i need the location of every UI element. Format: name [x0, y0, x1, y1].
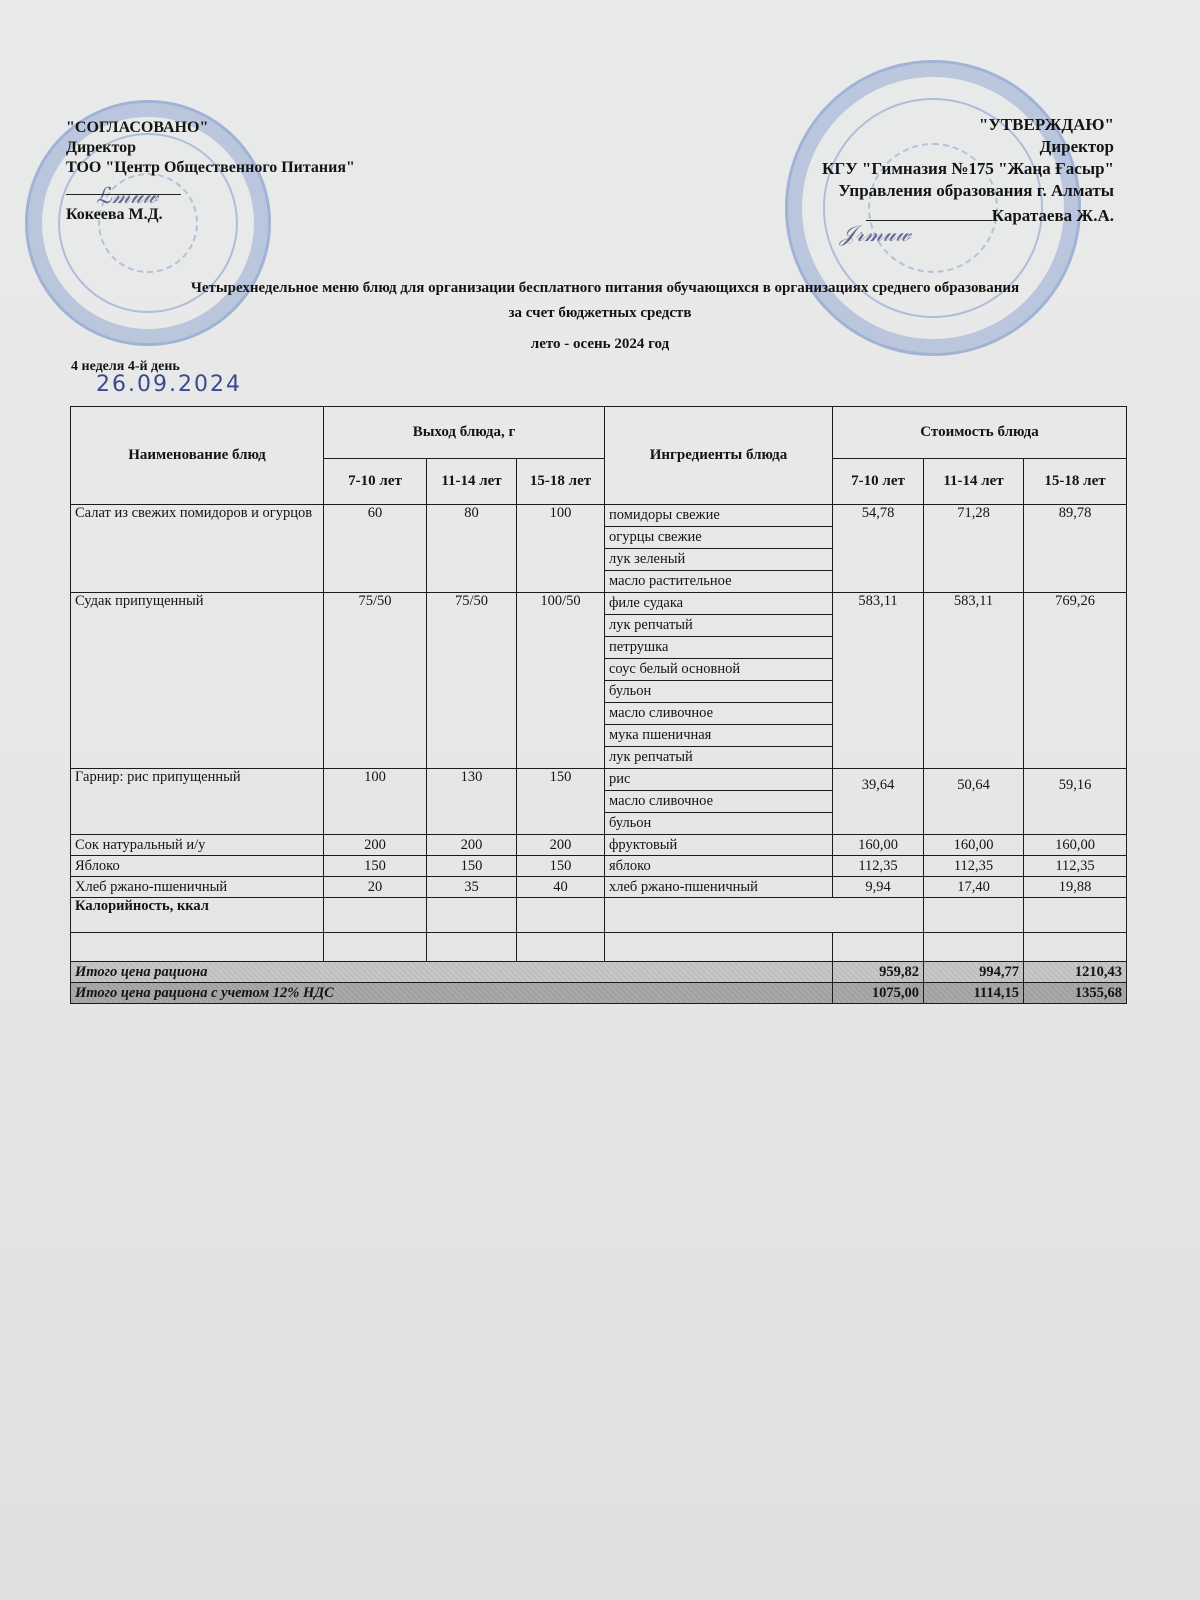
table-row: [71, 877, 1127, 898]
cost-7-10: 112,35: [833, 856, 924, 877]
calories-11-14: [427, 898, 517, 933]
cost-7-10: 583,11: [833, 593, 924, 769]
table-row: [71, 856, 1127, 877]
ingredient: масло сливочное: [605, 791, 833, 813]
total-label: Итого цена рациона: [71, 962, 833, 983]
ingredient: масло сливочное: [605, 703, 833, 725]
total-15-18: 1210,43: [1024, 962, 1127, 983]
yield-7-10: 75/50: [324, 593, 427, 769]
cost-15-18: 160,00: [1024, 835, 1127, 856]
calories-row: [71, 898, 1127, 933]
total-vat-label: Итого цена рациона с учетом 12% НДС: [71, 983, 833, 1004]
ingredient: помидоры свежие: [605, 505, 833, 527]
cost-7-10: 54,78: [833, 505, 924, 593]
cost-15-18: 59,16: [1024, 769, 1127, 835]
total-vat-11-14: 1114,15: [924, 983, 1024, 1004]
yield-15-18: 150: [517, 769, 605, 835]
ingredient: соус белый основной: [605, 659, 833, 681]
yield-15-18: 100/50: [517, 593, 605, 769]
approval-left-heading: "СОГЛАСОВАНО": [66, 119, 209, 136]
dish-name: Яблоко: [71, 856, 324, 877]
approval-right-department: Управления образования г. Алматы: [838, 181, 1114, 200]
dish-name: Судак припущенный: [71, 593, 324, 769]
dish-name: Сок натуральный и/у: [71, 835, 324, 856]
header-yield-age-7-10: 7-10 лет: [324, 459, 427, 505]
calories-15-18: [517, 898, 605, 933]
header-cost-age-11-14: 11-14 лет: [924, 459, 1024, 505]
ingredient: огурцы свежие: [605, 527, 833, 549]
calories-merged-cell: [605, 898, 924, 933]
yield-15-18: 100: [517, 505, 605, 593]
header-cost-age-7-10: 7-10 лет: [833, 459, 924, 505]
approval-right-organization: КГУ "Гимназия №175 "Жаңа Ғасыр": [822, 159, 1114, 178]
table-row: [71, 769, 1127, 791]
approval-left-position: Директор: [66, 139, 136, 156]
yield-11-14: 35: [427, 877, 517, 898]
yield-7-10: 100: [324, 769, 427, 835]
dish-name: Хлеб ржано-пшеничный: [71, 877, 324, 898]
yield-11-14: 150: [427, 856, 517, 877]
signature-line-right: [866, 202, 992, 221]
cost-11-14: 160,00: [924, 835, 1024, 856]
total-vat-7-10: 1075,00: [833, 983, 924, 1004]
approval-right-heading: "УТВЕРЖДАЮ": [978, 115, 1114, 134]
handwritten-date: 26.09.2024: [96, 372, 242, 397]
document-title: Четырехнедельное меню блюд для организации бесплатного питания обучающихся в организациях среднего образования: [190, 280, 1020, 296]
ingredient: фруктовый: [605, 835, 833, 856]
ingredient: хлеб ржано-пшеничный: [605, 877, 833, 898]
cost-15-18: 769,26: [1024, 593, 1127, 769]
calories-label: Калорийность, ккал: [71, 898, 324, 933]
yield-11-14: 80: [427, 505, 517, 593]
yield-7-10: 200: [324, 835, 427, 856]
total-vat-row: [71, 983, 1127, 1004]
cost-11-14: 112,35: [924, 856, 1024, 877]
table-row: [71, 835, 1127, 856]
table-row: [71, 505, 1127, 527]
yield-11-14: 200: [427, 835, 517, 856]
calories-cost-15-18: [1024, 898, 1127, 933]
cost-11-14: 71,28: [924, 505, 1024, 593]
signature-right: 𝒥𝓇𝓂𝓊𝓌: [840, 222, 911, 247]
header-yield: Выход блюда, г: [324, 407, 605, 459]
cost-11-14: 17,40: [924, 877, 1024, 898]
header-cost-age-15-18: 15-18 лет: [1024, 459, 1127, 505]
cost-7-10: 160,00: [833, 835, 924, 856]
menu-table: [70, 406, 1127, 1004]
ingredient: яблоко: [605, 856, 833, 877]
yield-11-14: 75/50: [427, 593, 517, 769]
ingredient: бульон: [605, 813, 833, 835]
ingredient: рис: [605, 769, 833, 791]
week-day-label: 4 неделя 4-й день: [71, 359, 180, 374]
ingredient: лук репчатый: [605, 747, 833, 769]
yield-7-10: 20: [324, 877, 427, 898]
approval-left-organization: ТОО "Центр Общественного Питания": [66, 159, 355, 176]
yield-11-14: 130: [427, 769, 517, 835]
dish-name: Салат из свежих помидоров и огурцов: [71, 505, 324, 593]
header-dish-name: Наименование блюд: [71, 407, 324, 505]
yield-15-18: 200: [517, 835, 605, 856]
ingredient: петрушка: [605, 637, 833, 659]
yield-15-18: 40: [517, 877, 605, 898]
approval-right-block: [822, 114, 1114, 227]
ingredient: лук зеленый: [605, 549, 833, 571]
signature-left: ℒ𝓂𝓊𝓌: [96, 184, 159, 209]
cost-7-10: 39,64: [833, 769, 924, 835]
ingredient: филе судака: [605, 593, 833, 615]
yield-7-10: 60: [324, 505, 427, 593]
ingredient: лук репчатый: [605, 615, 833, 637]
approval-right-name: Каратаева Ж.А.: [991, 206, 1114, 225]
cost-15-18: 19,88: [1024, 877, 1127, 898]
header-ingredients: Ингредиенты блюда: [605, 407, 833, 505]
header-yield-age-11-14: 11-14 лет: [427, 459, 517, 505]
ingredient: масло растительное: [605, 571, 833, 593]
yield-15-18: 150: [517, 856, 605, 877]
cost-7-10: 9,94: [833, 877, 924, 898]
header-cost: Стоимость блюда: [833, 407, 1127, 459]
cost-11-14: 583,11: [924, 593, 1024, 769]
calories-7-10: [324, 898, 427, 933]
approval-left-name: Кокеева М.Д.: [66, 206, 163, 223]
blank-row: [71, 933, 1127, 962]
total-vat-15-18: 1355,68: [1024, 983, 1127, 1004]
total-7-10: 959,82: [833, 962, 924, 983]
ingredient: мука пшеничная: [605, 725, 833, 747]
cost-15-18: 112,35: [1024, 856, 1127, 877]
document-subtitle: за счет бюджетных средств: [508, 305, 692, 321]
total-11-14: 994,77: [924, 962, 1024, 983]
table-row: [71, 593, 1127, 615]
cost-11-14: 50,64: [924, 769, 1024, 835]
ingredient: бульон: [605, 681, 833, 703]
total-row: [71, 962, 1127, 983]
approval-right-position: Директор: [1039, 137, 1114, 156]
calories-cost-11-14: [924, 898, 1024, 933]
yield-7-10: 150: [324, 856, 427, 877]
dish-name: Гарнир: рис припущенный: [71, 769, 324, 835]
document-season: лето - осень 2024 год: [530, 336, 670, 352]
header-yield-age-15-18: 15-18 лет: [517, 459, 605, 505]
cost-15-18: 89,78: [1024, 505, 1127, 593]
